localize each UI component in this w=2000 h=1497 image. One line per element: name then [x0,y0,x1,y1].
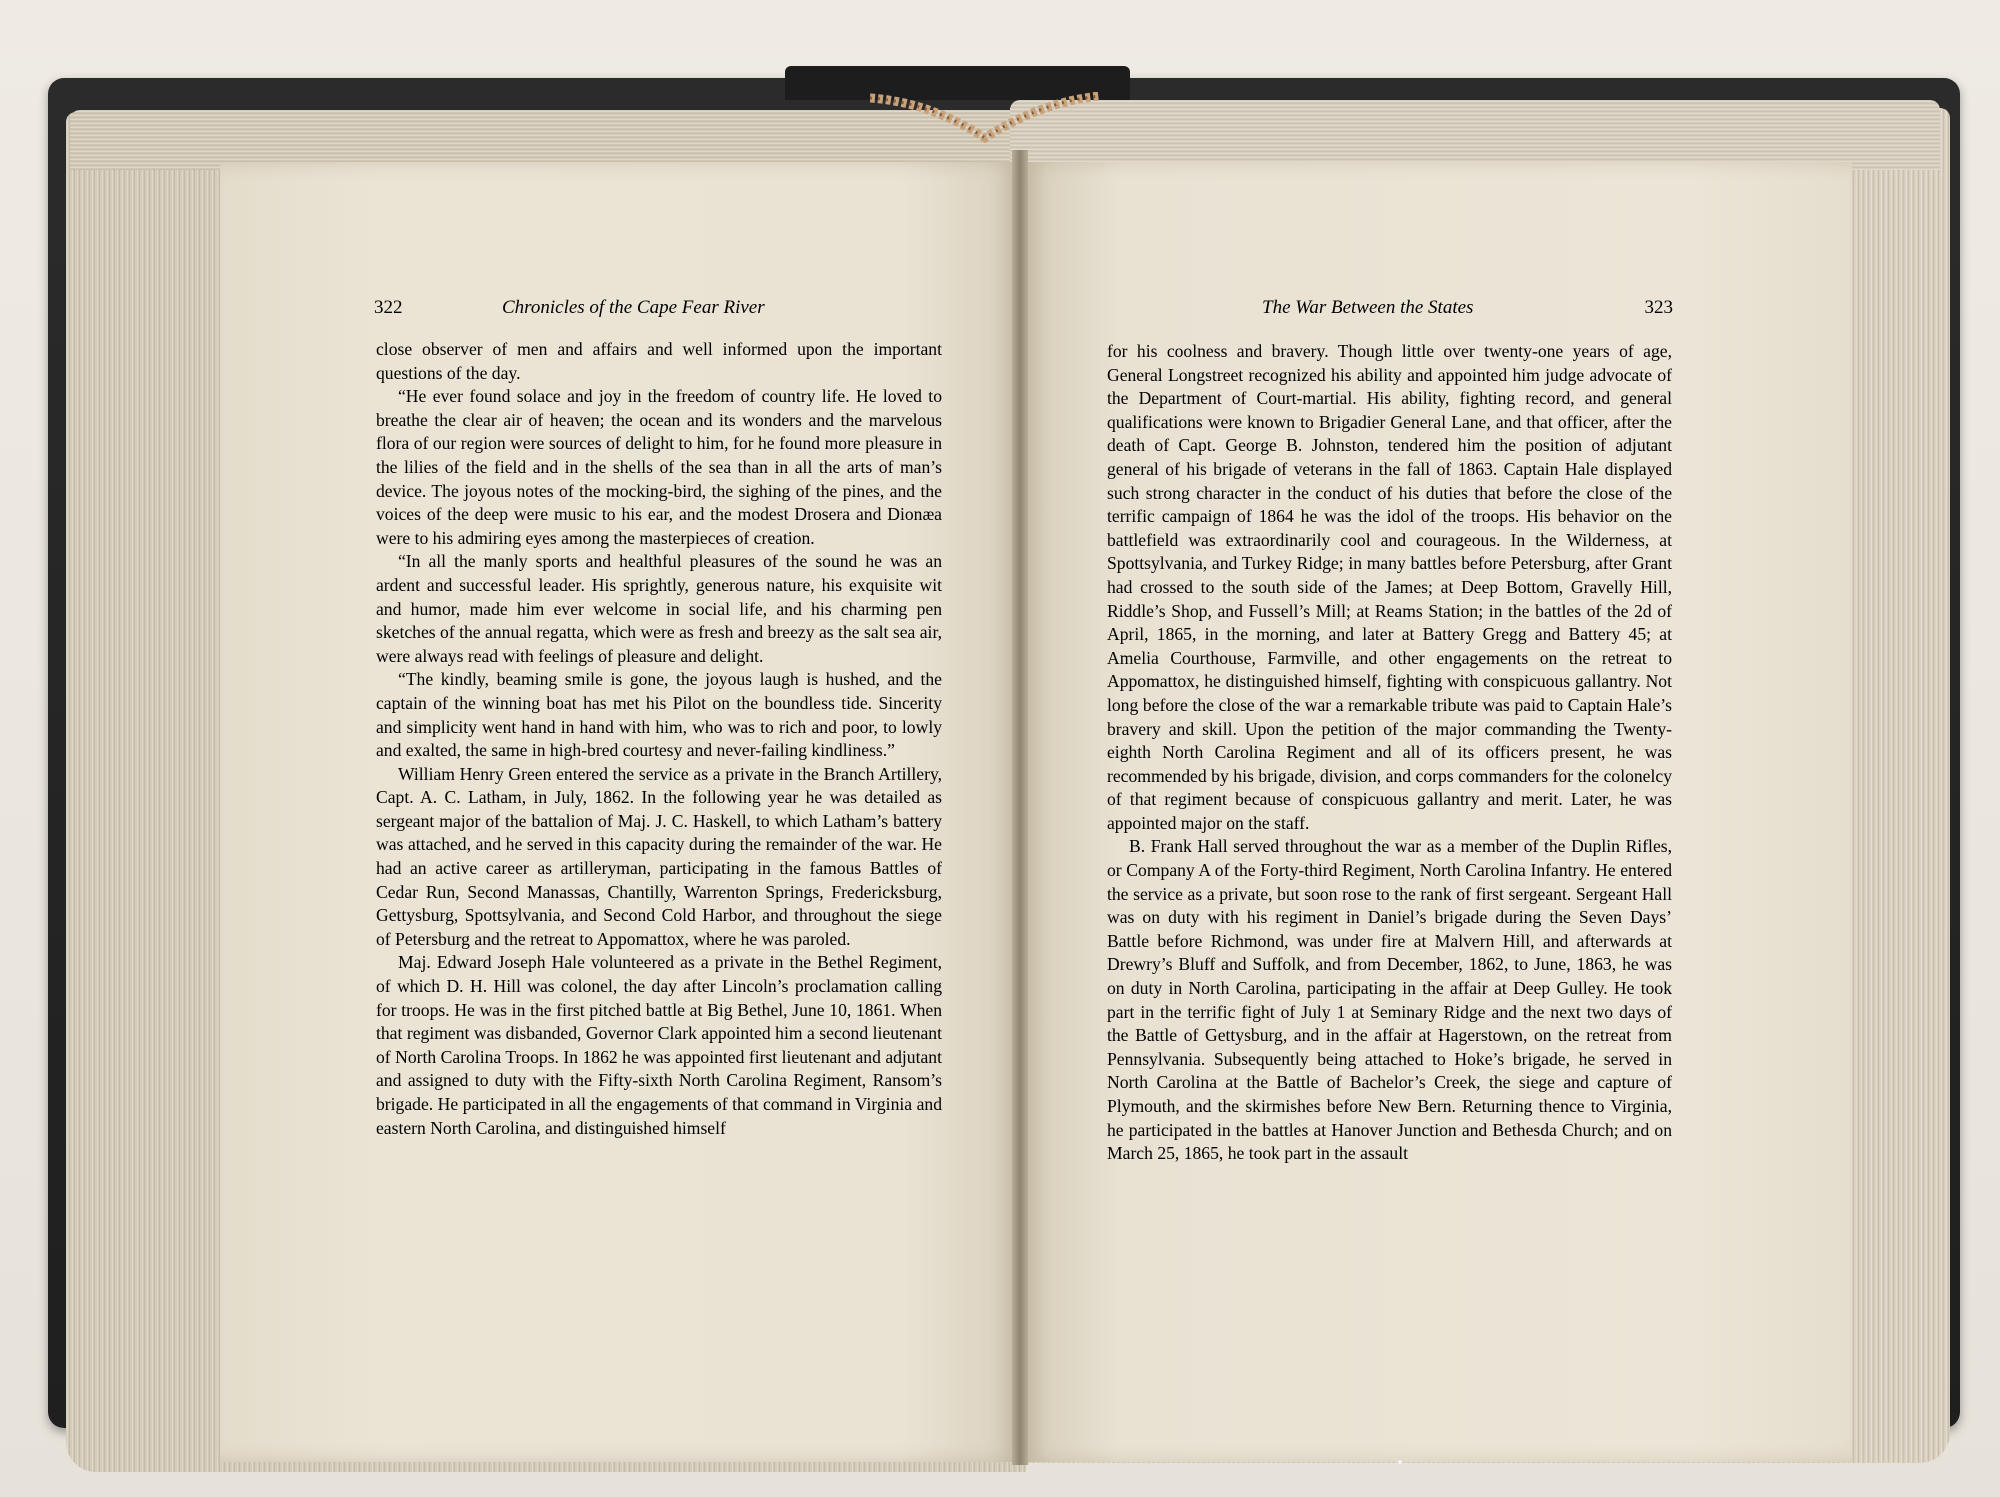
left-running-title: Chronicles of the Cape Fear River [502,297,765,318]
paragraph: William Henry Green entered the service as a private in the Branch Artillery, Capt. A. C. Latham, in July, 1862. In the following year he was detailed as sergeant major of the battalion of Maj. J. C. Haskell, to which Latham’s battery was attached, and he served in this capacity during the remainder of the war. He had an active career as artilleryman, participating in the famous Battles of Cedar Run, Second Manassas, Chantilly, Warrenton Springs, Fredericksburg, Gettysburg, Spottsylvania, and Second Cold Harbor, and throughout the siege of Petersburg and the retreat to Appomattox, where he was paroled. [376,763,942,949]
right-top-edges [1010,100,1940,170]
left-running-head [374,296,944,320]
paragraph: “He ever found solace and joy in the freedom of country life. He loved to breathe the clear air of heaven; the ocean and its wonders and the marvelous flora of our region were sources of delight to him, for he found more pleasure in the lilies of the field and in the shells of the sea than in all the arts of man’s device. The joyous notes of the mocking-bird, the sighing of the pines, and the voices of the deep were music to his ear, and the modest Drosera and Dionæa were to his admiring eyes among the masterpieces of creation. [376,386,942,548]
right-running-head [1108,296,1673,320]
dust-speck [1398,1460,1402,1464]
left-body-text [376,338,942,1140]
paragraph: “The kindly, beaming smile is gone, the joyous laugh is hushed, and the captain of the winning boat has met his Pilot on the boundless tide. Sincerity and simplicity went hand in hand with him, who was to rich and poor, to lowly and exalted, the same in high-bred courtesy and never-failing kindliness.” [376,669,942,761]
right-page-number: 323 [1644,297,1673,318]
paragraph: B. Frank Hall served throughout the war as a member of the Duplin Rifles, or Company A of the Forty-third Regiment, North Carolina Infantry. He entered the service as a private, but soon rose to the rank of first sergeant. Sergeant Hall was on duty with his regiment in Daniel’s brigade during the Seven Days’ Battle before Richmond, was under fire at Malvern Hill, and afterwards at Drewry’s Bluff and Suffolk, and from December, 1862, to June, 1863, he was on duty in North Carolina, participating in the affair at Deep Gulley. He took part in the terrific fight of July 1 at Seminary Ridge and the next two days of the Battle of Gettysburg, and in the affair at Hagerstown, on the retreat from Pennsylvania. Subsequently being attached to Hoke’s brigade, he served in North Carolina at the Battle of Bachelor’s Creek, the siege and capture of Plymouth, and the skirmishes before New Bern. Returning thence to Virginia, he participated in the battles at Hanover Junction and Bethesda Church; and on March 25, 1865, he took part in the assault [1107,836,1672,1164]
left-page-number: 322 [374,297,403,318]
paragraph: “In all the manly sports and healthful pleasures of the sound he was an ardent and successful leader. His sprightly, generous nature, his exquisite wit and humor, made him ever welcome in social life, and his charming pen sketches of the annual regatta, which were as fresh and breezy as the salt sea air, were always read with feelings of pleasure and delight. [376,551,942,666]
headband-icon [870,92,1100,144]
right-body-text [1107,340,1672,1166]
paragraph: for his coolness and bravery. Though little over twenty-one years of age, General Longstreet recognized his ability and appointed him judge advocate of the Department of Court-martial. His ability, fighting record, and general qualifications were known to Brigadier General Lane, and that officer, after the death of Capt. George B. Johnston, tendered him the position of adjutant general of his brigade of veterans in the fall of 1863. Captain Hale displayed such strong character in the conduct of his duties that before the close of the terrific campaign of 1864 he was the idol of the troops. His behavior on the battlefield was extraordinarily cool and courageous. In the Wilderness, at Spottsylvania, and Turkey Ridge; in many battles before Petersburg, after Grant had crossed to the south side of the James; at Deep Bottom, Gravelly Hill, Riddle’s Shop, and Fussell’s Mill; at Reams Station; in the battles of the 2d of April, 1865, in the morning, and later at Battery Gregg and Battery 45; at Amelia Courthouse, Farmville, and other engagements on the retreat to Appomattox, he distinguished himself, fighting with conspicuous gallantry. Not long before the close of the war a remarkable tribute was paid to Captain Hale’s bravery and skill. Upon the petition of the major commanding the Twenty-eighth North Carolina Regiment and all of its officers present, he was recommended by his brigade, division, and corps commanders for the colonelcy of that regiment because of conspicuous gallantry and merit. Later, he was appointed major on the staff. [1107,341,1672,833]
paragraph: Maj. Edward Joseph Hale volunteered as a private in the Bethel Regiment, of which D. H. Hill was colonel, the day after Lincoln’s proclamation calling for troops. He was in the first pitched battle at Big Bethel, June 10, 1861. When that regiment was disbanded, Governor Clark appointed him a second lieutenant of North Carolina Troops. In 1862 he was appointed first lieutenant and adjutant and assigned to duty with the Fifty-sixth North Carolina Regiment, Ransom’s brigade. He participated in all the engagements of that command in Virginia and eastern North Carolina, and distinguished himself [376,952,942,1138]
right-running-title: The War Between the States [1262,297,1474,318]
paragraph: close observer of men and affairs and well informed upon the important questions of the day. [376,339,942,383]
book-gutter [1012,150,1028,1465]
